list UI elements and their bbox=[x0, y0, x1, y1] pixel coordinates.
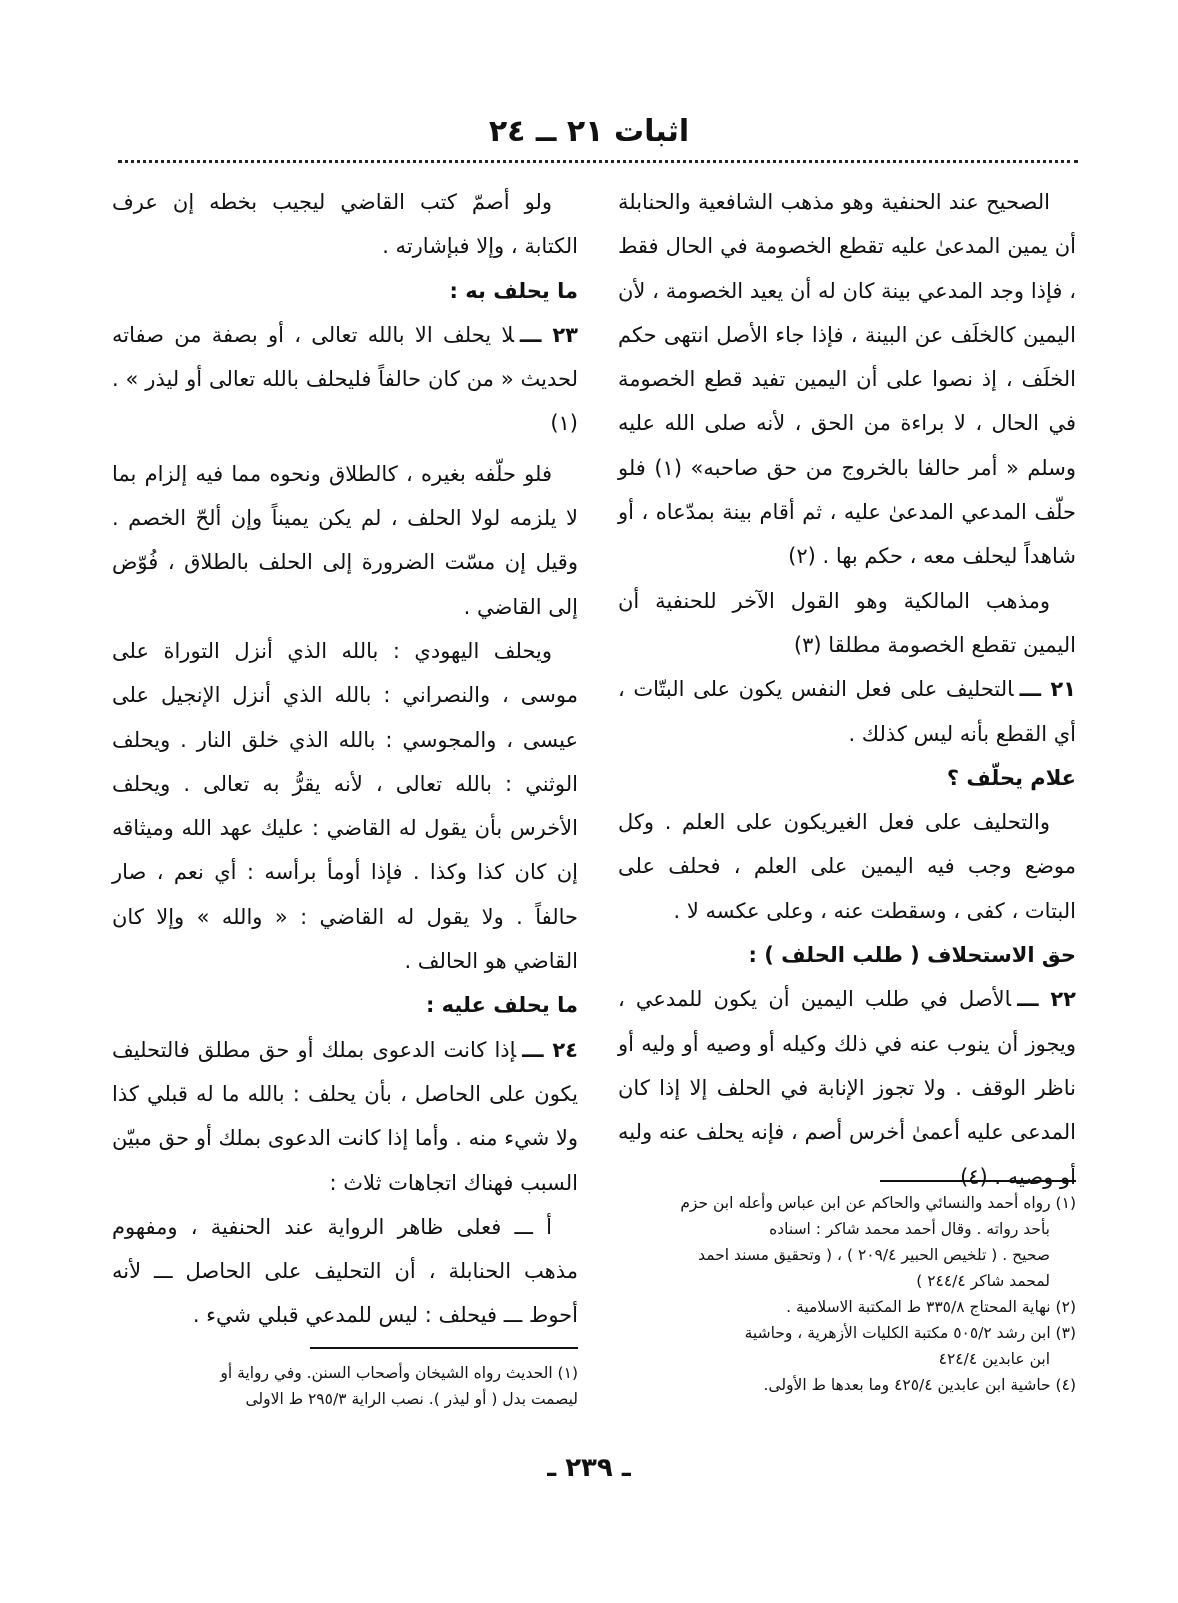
section-22-text: الأصل في طلب اليمين أن يكون للمدعي ، ويجوز أن ينوب عنه في ذلك وكيله أو وصيه أو وليه أو ناظر الوقف . ولا تجوز الإنابة في الحلف إلا إذا كان المدعى عليه أعمىٰ أخرس أصم ، فإنه يحلف عنه وليه أو وصيه . (٤) bbox=[618, 987, 1076, 1189]
right-paragraph-2: ومذهب المالكية وهو القول الآخر للحنفية أن اليمين تقطع الخصومة مطلقا (٣) bbox=[618, 588, 1076, 657]
left-footnote-1-line-2: ليصمت بدل ( أو ليذر ). نصب الراية ٢٩٥/٣ ط الاولى bbox=[245, 1390, 578, 1408]
footnote-1-line-3: صحيح . ( تلخيص الحبير ٢٠٩/٤ ) ، ( وتحقيق مسند احمد bbox=[698, 1246, 1050, 1264]
section-21-number: ٢١ ـــ bbox=[1019, 677, 1076, 702]
section-21 bbox=[618, 667, 1076, 756]
left-paragraph-4: أ ـــ فعلى ظاهر الرواية عند الحنفية ، ومفهوم مذهب الحنابلة ، أن التحليف على الحاصل ـــ لأنه أحوط ـــ فيحلف : ليس للمدعي قبلي شيء . bbox=[112, 1214, 578, 1328]
footnote-1-line-4: لمحمد شاكر ٢٤٤/٤ ) bbox=[916, 1272, 1050, 1290]
footnote-3-line-2: ابن عابدين ٤٢٤/٤ bbox=[938, 1350, 1050, 1368]
heading-ma-yuhlaf-alayh: ما يحلف عليه : bbox=[425, 993, 578, 1018]
footnote-3-line-1: (٣) ابن رشد ٥٠٥/٢ مكتبة الكليات الأزهرية ، وحاشية bbox=[744, 1324, 1076, 1342]
right-paragraph-1: الصحيح عند الحنفية وهو مذهب الشافعية والحنابلة أن يمين المدعىٰ عليه تقطع الخصومة في الحال فقط ، فإذا وجد المدعي بينة كان له أن يعيد الخصومة ، لأن اليمين كالخلَف عن البينة ، فإذا جاء الأصل انتهى حكم الخلَف ، إذ نصوا على أن اليمين تفيد قطع الخصومة في الحال ، لا براءة من الحق ، لأنه صلى الله عليه وسلم « أمر حالفا بالخروج من حق صاحبه» (١) فلو حلّف المدعي المدعىٰ عليه ، ثم أقام بينة بمدّعاه ، أو شاهداً ليحلف معه ، حكم بها . (٢) bbox=[618, 190, 1076, 569]
left-footnote-1-line-1: (١) الحديث رواه الشيخان وأصحاب السنن. وفي رواية أو bbox=[220, 1364, 578, 1382]
section-24 bbox=[112, 1028, 578, 1205]
footnotes-right bbox=[618, 1190, 1076, 1398]
footnote-rule-left bbox=[310, 1347, 578, 1349]
footnote-rule-right bbox=[880, 1180, 1076, 1182]
page-header-title: اثبات ٢١ ــ ٢٤ bbox=[488, 114, 690, 149]
section-23 bbox=[112, 313, 578, 446]
section-23-text: لا يحلف الا بالله تعالى ، أو بصفة من صفاته لحديث « من كان حالفاً فليحلف بالله تعالى أو ليذر » . (١) bbox=[112, 322, 578, 436]
footnotes-left bbox=[112, 1360, 578, 1412]
left-paragraph-1: ولو أصمّ كتب القاضي ليجيب بخطه إن عرف الكتابة ، وإلا فبإشارته . bbox=[112, 190, 578, 259]
section-24-text: إذا كانت الدعوى بملك أو حق مطلق فالتحليف يكون على الحاصل ، بأن يحلف : بالله ما له قبلي كذا ولا شيء منه . وأما إذا كانت الدعوى بملك أو حق مبيّن السبب فهناك اتجاهات ثلاث : bbox=[112, 1037, 578, 1195]
section-22 bbox=[618, 977, 1076, 1198]
heading-haqq-al-istihlaf: حق الاستحلاف ( طلب الحلف ) : bbox=[748, 943, 1076, 968]
page-number: ـ ٢٣٩ ـ bbox=[547, 1453, 631, 1483]
footnote-4: (٤) حاشية ابن عابدين ٤٢٥/٤ وما بعدها ط الأولى. bbox=[763, 1376, 1076, 1394]
footnote-1-line-2: بأحد رواته . وقال أحمد محمد شاكر : اسناده bbox=[769, 1220, 1050, 1238]
heading-alam-yuhallaf: علام يحلّف ؟ bbox=[946, 765, 1076, 790]
heading-ma-yuhlaf-bih: ما يحلف به : bbox=[449, 278, 578, 303]
section-23-number: ٢٣ ـــ bbox=[519, 322, 578, 347]
footnote-2: (٢) نهاية المحتاج ٣٣٥/٨ ط المكتبة الاسلامية . bbox=[786, 1298, 1076, 1316]
header-dotted-divider bbox=[118, 160, 1078, 163]
left-column bbox=[112, 180, 578, 1338]
section-21-text: التحليف على فعل النفس يكون على البتّات ، أي القطع بأنه ليس كذلك . bbox=[618, 677, 1076, 746]
left-paragraph-2: فلو حلّفه بغيره ، كالطلاق ونحوه مما فيه إلزام بما لا يلزمه لولا الحلف ، لم يكن يميناً وإن ألحّ الخصم . وقيل إن مسّت الضرورة إلى الحلف بالطلاق ، فُوّض إلى القاضي . bbox=[112, 461, 578, 619]
right-column bbox=[618, 180, 1076, 1199]
footnote-1-line-1: (١) رواه أحمد والنسائي والحاكم عن ابن عباس وأعله ابن حزم bbox=[680, 1194, 1076, 1212]
section-22-number: ٢٢ ـــ bbox=[1017, 987, 1076, 1012]
section-24-number: ٢٤ ـــ bbox=[522, 1037, 578, 1062]
left-paragraph-3: ويحلف اليهودي : بالله الذي أنزل التوراة على موسى ، والنصراني : بالله الذي أنزل الإنجيل على عيسى ، والمجوسي : بالله الذي خلق النار . ويحلف الوثني : بالله تعالى ، لأنه يقرُّ به تعالى . ويحلف الأخرس بأن يقول له القاضي : عليك عهد الله وميثاقه إن كان كذا وكذا . فإذا أومأ برأسه : أي نعم ، صار حالفاً . ولا يقول له القاضي : « والله » وإلا كان القاضي هو الحالف . bbox=[112, 638, 578, 974]
right-paragraph-3: والتحليف على فعل الغيريكون على العلم . وكل موضع وجب فيه اليمين على العلم ، فحلف على البتات ، كفى ، وسقطت عنه ، وعلى عكسه لا . bbox=[618, 810, 1076, 923]
